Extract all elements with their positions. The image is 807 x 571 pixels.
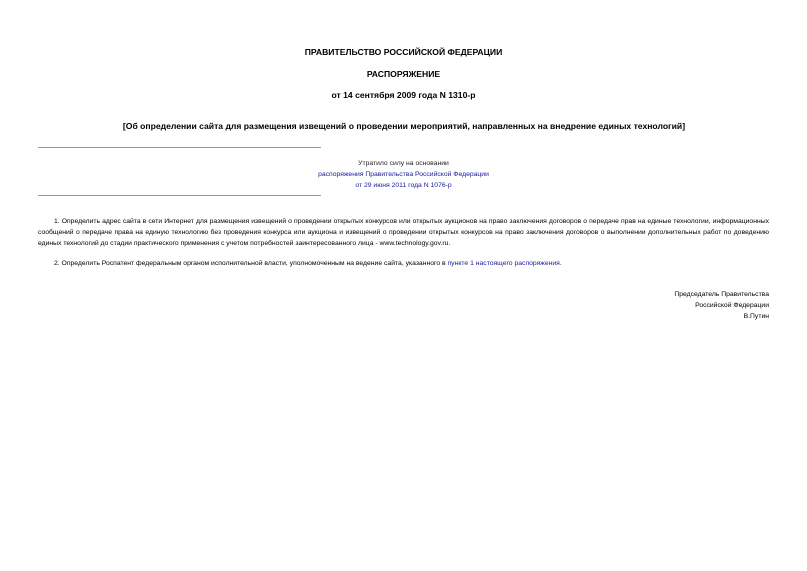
document-type-heading: РАСПОРЯЖЕНИЕ (366, 69, 441, 79)
notice-top-divider (38, 147, 321, 148)
paragraph-2-link[interactable]: пункте 1 настоящего распоряжения (447, 260, 560, 267)
notice-bottom-divider (38, 195, 321, 196)
government-heading: ПРАВИТЕЛЬСТВО РОССИЙСКОЙ ФЕДЕРАЦИИ (304, 47, 503, 57)
repeal-notice-text: Утратило силу на основании (358, 160, 449, 167)
signature-title: Председатель Правительства (674, 291, 769, 298)
repeal-notice-link[interactable]: распоряжения Правительства Российской Федерации (318, 171, 489, 178)
paragraph-2-text: 2. Определить Роспатент федеральным органом исполнительной власти, уполномоченным на ведение сайта, указанного в (54, 260, 448, 267)
paragraph-2-end: . (559, 260, 562, 267)
paragraph-2 (38, 258, 769, 269)
repeal-notice-link-date[interactable]: от 29 июня 2011 года N 1076-р (355, 182, 452, 189)
document-subject-title: [Об определении сайта для размещения извещений о проведении мероприятий, направленных на внедрение единых технологий] (122, 121, 686, 131)
document-date-number: от 14 сентября 2009 года N 1310-р (331, 90, 476, 100)
signature-name: В.Путин (743, 313, 769, 320)
paragraph-1: 1. Определить адрес сайта в сети Интернет для размещения извещений о проведении открытых конкурсов или открытых аукционов на право заключения договоров о передаче прав на единые технологии, информационных сообщений о передаче права на единую технологию без проведения конкурса или аукциона и извещений о проведении открытых конкурсов на право заключения договоров о выполнении дополнительных работ по доведению единых технологий до стадии практического применения с учетом потребностей заинтересованного лица - www.technology.gov.ru. (38, 218, 769, 247)
signature-org: Российской Федерации (695, 302, 769, 309)
